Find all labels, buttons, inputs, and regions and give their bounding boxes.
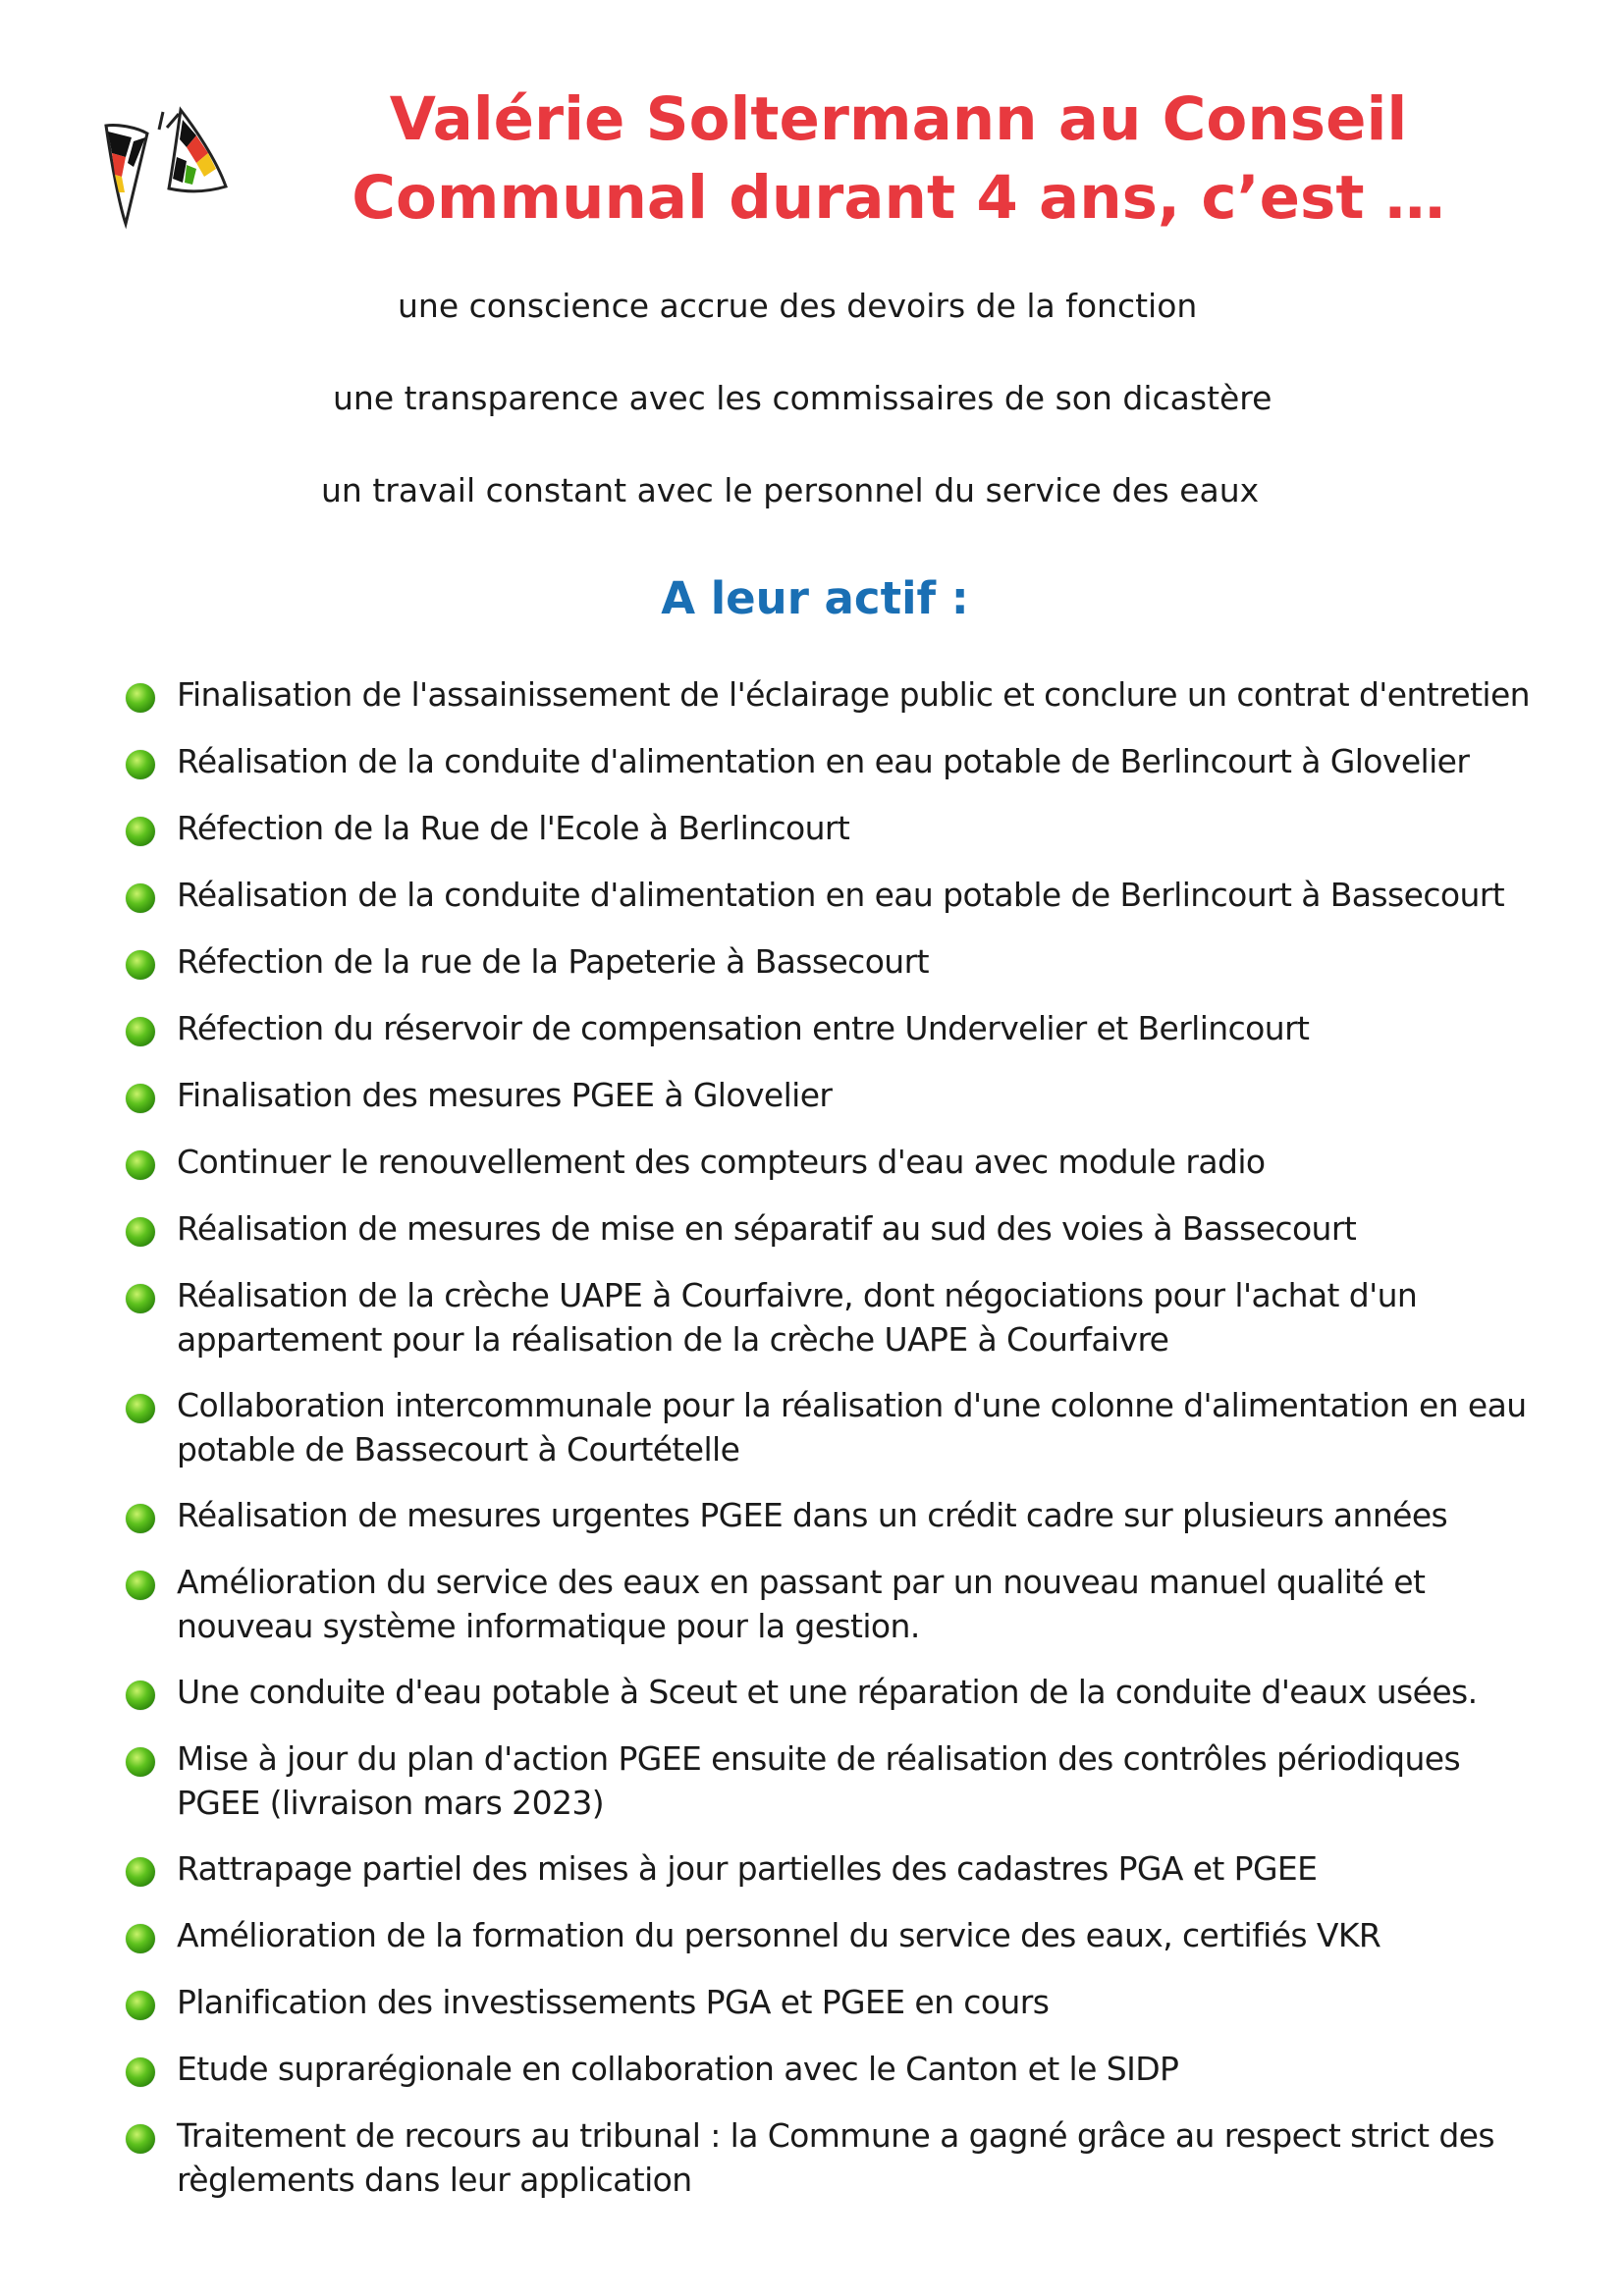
green-bullet-icon [126, 2057, 155, 2087]
list-item-text: Réfection de la Rue de l'Ecole à Berlincourt [177, 809, 850, 847]
list-item-text: Amélioration du service des eaux en passant par un nouveau manuel qualité et nouveau système informatique pour la gestion. [177, 1563, 1426, 1645]
list-item-text: Mise à jour du plan d'action PGEE ensuite de réalisation des contrôles périodiques PGEE (livraison mars 2023) [177, 1739, 1461, 1822]
green-bullet-icon [126, 817, 155, 846]
green-bullet-icon [126, 1991, 155, 2020]
intro-line: une transparence avec les commissaires de son dicastère [333, 379, 1272, 417]
title-line-1: Valérie Soltermann au Conseil [389, 84, 1408, 154]
list-item-text: Rattrapage partiel des mises à jour partielles des cadastres PGA et PGEE [177, 1849, 1318, 1888]
green-bullet-icon [126, 683, 155, 713]
list-item-text: Réalisation de la conduite d'alimentation en eau potable de Berlincourt à Bassecourt [177, 876, 1505, 914]
green-bullet-icon [126, 2124, 155, 2154]
list-item-text: Finalisation de l'assainissement de l'éclairage public et conclure un contrat d'entretien [177, 675, 1530, 714]
section-heading: A leur actif : [661, 572, 969, 624]
list-item-text: Réfection du réservoir de compensation entre Undervelier et Berlincourt [177, 1009, 1310, 1047]
intro-line: un travail constant avec le personnel du service des eaux [321, 471, 1260, 509]
title-line-2: Communal durant 4 ans, c’est … [352, 163, 1445, 233]
green-bullet-icon [126, 1284, 155, 1313]
green-bullet-icon [126, 1504, 155, 1533]
green-bullet-icon [126, 1857, 155, 1887]
list-item-text: Réfection de la rue de la Papeterie à Bassecourt [177, 942, 929, 981]
green-bullet-icon [126, 1924, 155, 1953]
butterfly-logo-icon [98, 98, 236, 236]
green-bullet-icon [126, 950, 155, 980]
green-bullet-icon [126, 1571, 155, 1600]
green-bullet-icon [126, 1150, 155, 1180]
green-bullet-icon [126, 883, 155, 913]
green-bullet-icon [126, 750, 155, 779]
intro-line: une conscience accrue des devoirs de la fonction [398, 287, 1198, 325]
green-bullet-icon [126, 1394, 155, 1423]
party-logo [98, 98, 236, 236]
list-item-text: Une conduite d'eau potable à Sceut et une réparation de la conduite d'eaux usées. [177, 1673, 1478, 1711]
green-bullet-icon [126, 1084, 155, 1113]
list-item-text: Réalisation de mesures urgentes PGEE dans un crédit cadre sur plusieurs années [177, 1496, 1448, 1534]
list-item-text: Collaboration intercommunale pour la réalisation d'une colonne d'alimentation en eau potable de Bassecourt à Courtételle [177, 1386, 1527, 1468]
list-item-text: Planification des investissements PGA et PGEE en cours [177, 1983, 1050, 2021]
list-item-text: Continuer le renouvellement des compteurs d'eau avec module radio [177, 1143, 1266, 1181]
green-bullet-icon [126, 1747, 155, 1777]
page-title [324, 80, 1473, 238]
green-bullet-icon [126, 1681, 155, 1710]
list-item-text: Finalisation des mesures PGEE à Glovelier [177, 1076, 833, 1114]
list-item-text: Réalisation de mesures de mise en séparatif au sud des voies à Bassecourt [177, 1209, 1357, 1248]
list-item-text: Etude suprarégionale en collaboration avec le Canton et le SIDP [177, 2050, 1179, 2088]
green-bullet-icon [126, 1217, 155, 1247]
list-item-text: Amélioration de la formation du personnel du service des eaux, certifiés VKR [177, 1916, 1381, 1954]
green-bullet-icon [126, 1017, 155, 1046]
list-item-text: Réalisation de la conduite d'alimentation en eau potable de Berlincourt à Glovelier [177, 742, 1470, 780]
list-item-text: Réalisation de la crèche UAPE à Courfaivre, dont négociations pour l'achat d'un appartement pour la réalisation de la crèche UAPE à Courfaivre [177, 1276, 1418, 1359]
list-item-text: Traitement de recours au tribunal : la Commune a gagné grâce au respect strict des règlements dans leur application [177, 2116, 1494, 2199]
